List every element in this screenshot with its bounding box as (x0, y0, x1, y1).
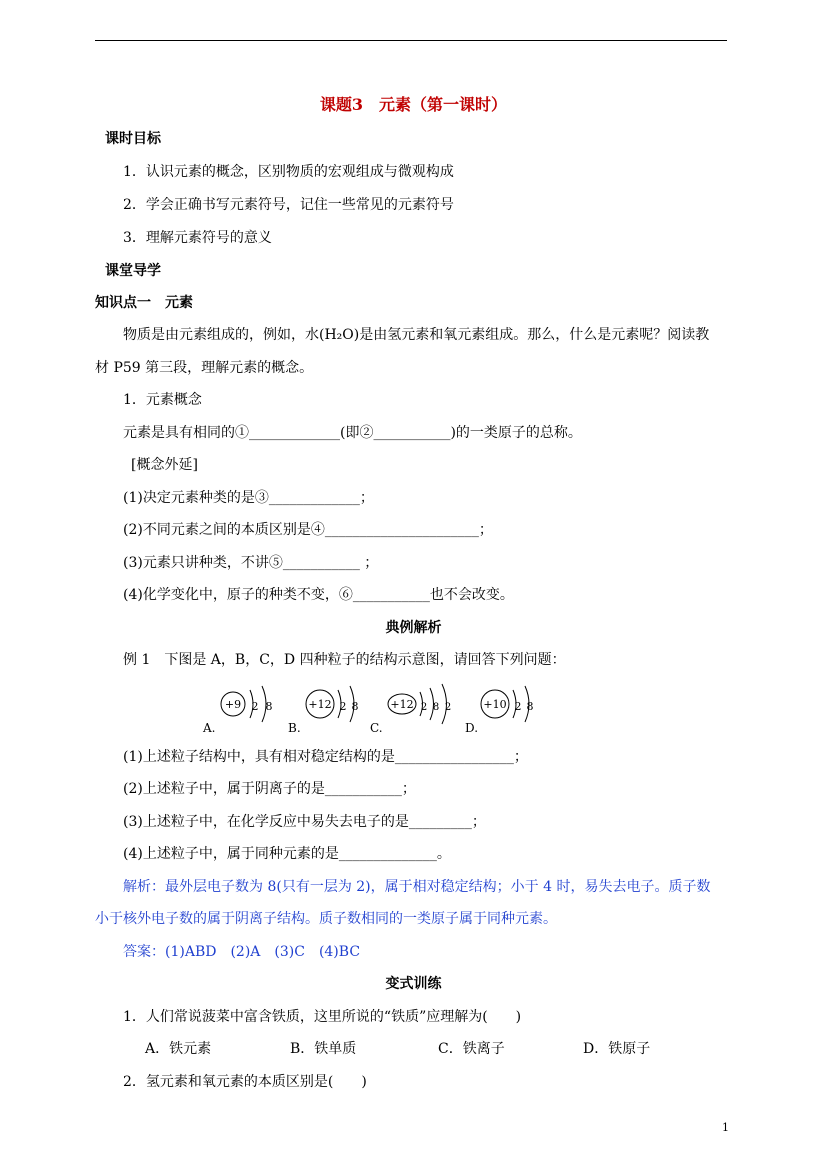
page-number: 1 (722, 1121, 729, 1134)
objectives-heading: 课时目标 (105, 131, 161, 147)
analysis-text: 解析：最外层电子数为 8(只有一层为 2)，属于相对稳定结构；小于 4 时，易失去电子。质子数 (123, 879, 711, 895)
extension-item: (2)不同元素之间的本质区别是④______________________； (123, 522, 493, 538)
particle-structure-diagram (0, 680, 827, 740)
particle-b (288, 686, 359, 735)
shell-electrons: 8 (351, 700, 359, 713)
particle-label: A. (203, 721, 216, 735)
concept-heading: 1．元素概念 (123, 392, 202, 408)
example-subquestion: (2)上述粒子中，属于阴离子的是___________； (123, 781, 416, 797)
particle-d (465, 686, 534, 735)
guide-heading: 课堂导学 (105, 263, 161, 279)
practice-question: 1．人们常说菠菜中富含铁质，这里所说的“铁质”应理解为( ) (123, 1009, 522, 1025)
answer-option: A．铁元素 (145, 1041, 212, 1057)
answer-option: C．铁离子 (438, 1041, 505, 1057)
practice-question: 2．氢元素和氧元素的本质区别是( ) (123, 1074, 367, 1090)
extension-item: (4)化学变化中，原子的种类不变，⑥___________也不会改变。 (123, 587, 514, 603)
definition-text: 元素是具有相同的①_____________(即②___________)的一类原子的总称。 (123, 425, 582, 441)
nucleus-charge: +9 (224, 698, 242, 711)
objective-item: 1．认识元素的概念，区别物质的宏观组成与微观构成 (123, 164, 454, 180)
example-subquestion: (3)上述粒子中，在化学反应中易失去电子的是_________； (123, 814, 486, 830)
particle-c (370, 684, 451, 735)
shell-electrons: 2 (514, 700, 522, 713)
example-heading: 典例解析 (385, 620, 442, 636)
intro-text: 物质是由元素组成的，例如，水(H₂O)是由氢元素和氧元素组成。那么，什么是元素呢？阅读教 (123, 327, 710, 343)
shell-electrons: 2 (339, 700, 347, 713)
answer-option: D．铁原子 (583, 1041, 651, 1057)
shell-electrons: 2 (251, 700, 259, 713)
nucleus-charge: +12 (390, 698, 414, 711)
particle-label: D. (465, 721, 479, 735)
intro-text: 材 P59 第三段，理解元素的概念。 (95, 360, 314, 376)
example-subquestion: (1)上述粒子结构中，具有相对稳定结构的是_________________； (123, 749, 528, 765)
page-title: 课题3 元素（第一课时） (319, 95, 508, 114)
particle-label: B. (288, 721, 301, 735)
shell-electrons: 2 (444, 702, 452, 713)
particle-label: C. (370, 721, 383, 735)
extension-item: (3)元素只讲种类，不讲⑤___________ ； (123, 555, 379, 571)
example-subquestion: (4)上述粒子中，属于同种元素的是______________。 (123, 846, 451, 862)
answer-option: B．铁单质 (290, 1041, 357, 1057)
shell-electrons: 2 (420, 702, 428, 713)
shell-electrons: 8 (526, 700, 534, 713)
example-question: 例 1 下图是 A，B，C，D 四种粒子的结构示意图，请回答下列问题： (123, 652, 566, 668)
shell-electrons: 8 (265, 700, 273, 713)
practice-heading: 变式训练 (385, 976, 442, 992)
header-rule (95, 40, 727, 41)
extension-item: (1)决定元素种类的是③_____________； (123, 490, 374, 506)
nucleus-charge: +10 (483, 698, 507, 711)
knowledge-heading: 知识点一 元素 (95, 295, 193, 311)
objective-item: 3．理解元素符号的意义 (123, 230, 272, 246)
particle-a (202, 686, 273, 735)
extension-heading: [概念外延] (131, 457, 198, 473)
answer-text: 答案：(1)ABD (2)A (3)C (4)BC (123, 944, 361, 960)
nucleus-charge: +12 (308, 698, 332, 711)
objective-item: 2．学会正确书写元素符号，记住一些常见的元素符号 (123, 197, 454, 213)
analysis-text: 小于核外电子数的属于阴离子结构。质子数相同的一类原子属于同种元素。 (95, 911, 557, 927)
shell-electrons: 8 (432, 702, 440, 713)
